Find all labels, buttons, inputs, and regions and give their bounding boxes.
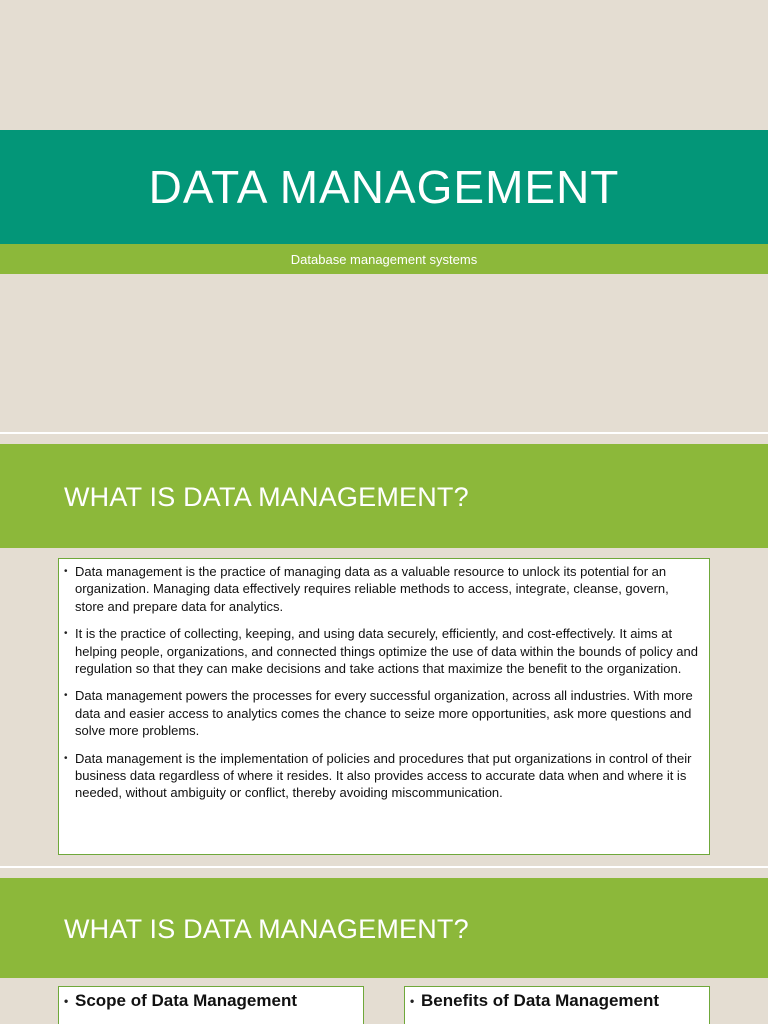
bullet-item: [64, 750, 699, 802]
slide-title: DATA MANAGEMENT: [148, 161, 620, 213]
section-heading: WHAT IS DATA MANAGEMENT?: [64, 914, 469, 944]
content-box: [58, 558, 710, 855]
definition-slide: [0, 434, 768, 866]
slide-subtitle: Database management systems: [290, 251, 478, 267]
bullet-item: [64, 625, 699, 677]
scope-heading: [64, 990, 355, 1012]
scope-benefits-slide: [0, 868, 768, 1024]
bullet-marker: •: [64, 566, 68, 577]
scope-column: [58, 986, 364, 1024]
bullet-marker: •: [64, 690, 68, 702]
scope-heading-text: Scope of Data Management: [75, 991, 297, 1010]
bullet-marker: •: [64, 628, 68, 640]
benefits-heading-text: Benefits of Data Management: [421, 991, 660, 1010]
bullet-marker: •: [64, 752, 68, 764]
benefits-heading: [410, 990, 701, 1012]
section-heading: WHAT IS DATA MANAGEMENT?: [64, 482, 469, 512]
bullet-text: It is the practice of collecting, keeping, and using data securely, efficiently, and cost-effectively. It aims at helping people, organizations, and connected things optimize the use of data within the bounds of policy and regulation so that they can make decisions and take actions that maximize the benefit to the organization.: [75, 626, 698, 677]
bullet-item: [64, 687, 699, 739]
title-slide: [0, 0, 768, 432]
bullet-text: Data management is the implementation of policies and procedures that put organizations in control of their business data regardless of where it resides. It also provides access to accurate data when and where it is needed, without ambiguity or conflict, thereby avoiding miscommunication.: [75, 750, 692, 801]
subtitle-band: [0, 244, 768, 274]
bullet-text: Data management powers the processes for every successful organization, across all industries. With more data and easier access to analytics comes the chance to seize more opportunities, ask more questions and solve more problems.: [75, 688, 693, 739]
bullet-item: [64, 563, 699, 615]
bullet-marker: •: [410, 994, 415, 1008]
title-band: [0, 130, 768, 244]
bullet-marker: •: [64, 994, 69, 1008]
section-header-band: [0, 878, 768, 978]
benefits-column: [404, 986, 710, 1024]
bullet-text: Data management is the practice of managing data as a valuable resource to unlock its potential for an organization. Managing data effectively requires reliable methods to access, integrate, cleanse, govern, store and prepare data for analytics.: [75, 564, 669, 614]
section-header-band: [0, 444, 768, 548]
